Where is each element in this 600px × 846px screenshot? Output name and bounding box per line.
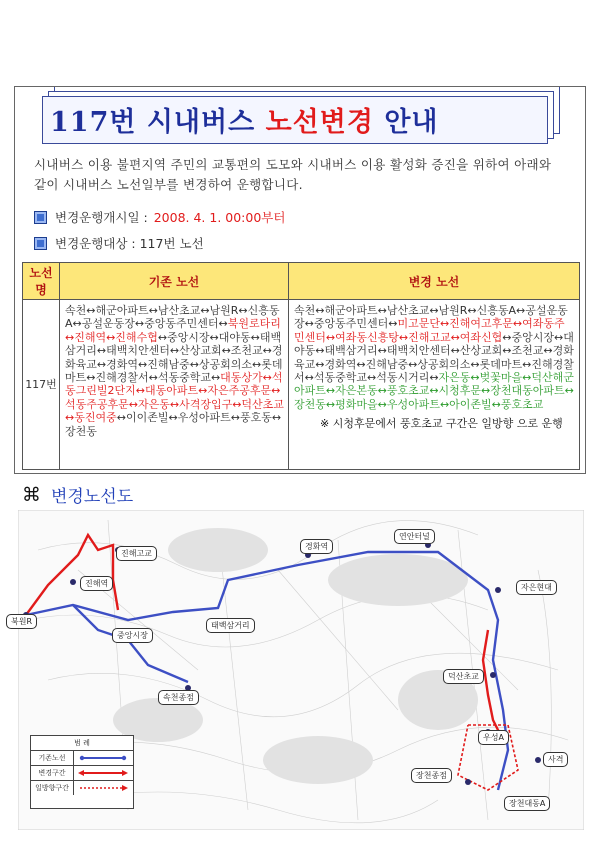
- legend-existing-swatch: [74, 751, 132, 765]
- changed-route-cell: [289, 300, 580, 470]
- command-symbol-icon: ⌘: [22, 483, 41, 506]
- existing-route-segment: ↔이이존빌↔우성아파트↔풍호동↔장천동: [65, 411, 282, 438]
- map-label-jaeun: 자은현대: [516, 580, 557, 595]
- header-changed: 변경 노선: [289, 263, 580, 300]
- bullet-square-icon: [34, 237, 47, 250]
- legend-title: 범 례: [31, 736, 133, 751]
- legend-row-changed: 변경구간: [31, 766, 133, 781]
- map-label-range: 사격: [543, 752, 568, 767]
- legend-oneway-swatch: [74, 781, 132, 795]
- map-label-bukwon-rotary: 북원R: [6, 614, 37, 629]
- map-label-jinhae-station: 진해역: [80, 576, 113, 591]
- map-legend: [30, 735, 134, 809]
- map-label-jangcheon: 장천종점: [411, 768, 452, 783]
- existing-route-segment: ↔중앙시장↔대야동↔태백삼거리↔태백치안센터↔산상교회↔조천교↔경화육교↔경화역↔진해남중↔상공회의소↔롯데마트↔진해경찰서↔석동중학교↔: [65, 330, 283, 385]
- header-existing: 기존 노선: [60, 263, 289, 300]
- start-date-line: 변경운행개시일 : 2008. 4. 1. 00:00부터: [34, 208, 285, 226]
- changed-route-segment: 미고문단↔진해여고후문↔여좌동주민센터↔여좌동신흥탕↔진해고교↔여좌신협: [294, 317, 565, 344]
- map-label-tunnel: 연안터널: [394, 529, 435, 544]
- map-label-gyeonghwa: 경화역: [300, 539, 333, 554]
- map-heading: ⌘ 변경노선도: [22, 483, 134, 507]
- existing-route-segment: 북원로타리↔진해역↔진해수협: [65, 317, 281, 344]
- legend-row-oneway: 일방향구간: [31, 781, 133, 795]
- bullet-square-icon: [34, 211, 47, 224]
- map-label-wooseong: 우성A: [478, 730, 509, 745]
- route-table: [22, 262, 580, 470]
- intro-text: 시내버스 이용 불편지역 주민의 교통편의 도모와 시내버스 이용 활성화 증진을 위하여 아래와 같이 시내버스 노선일부를 변경하여 운행합니다.: [34, 157, 552, 192]
- one-way-note: ※ 시청후문에서 풍호초교 구간은 일방향 으로 운행: [320, 417, 563, 431]
- map-label-central-market: 중앙시장: [112, 628, 153, 643]
- target-line: 변경운행대상 : 117번 노선: [34, 234, 204, 252]
- page-title: 117번 시내버스 노선변경 안내: [50, 107, 439, 138]
- map-label-taebaek: 태백삼거리: [206, 618, 255, 633]
- header-route-name: 노선명: [23, 263, 60, 300]
- map-label-jangcheon-daedong: 장천대동A: [504, 796, 550, 811]
- changed-route-segment: 속천↔해군아파트↔남산초교↔남원R↔신흥동A↔공설운동장↔중앙동주민센터↔: [294, 304, 568, 331]
- changed-route-segment: ↔중앙시장↔대야동↔태백삼거리↔태백치안센터↔산상교회↔조천교↔경화육교↔경화역↔진해남중↔상공회의소↔롯데마트↔진해경찰서↔석동중학교↔석동시거리↔: [294, 330, 574, 385]
- existing-route-segment: 속천↔해군아파트↔남산초교↔남원R↔신흥동A↔공설운동장↔중앙동주민센터↔: [65, 304, 280, 331]
- map-label-deoksan: 덕산초교: [443, 669, 484, 684]
- map-label-sokcheon: 속천종점: [158, 690, 199, 705]
- legend-row-existing: 기존노선: [31, 751, 133, 766]
- existing-route-cell: [60, 300, 289, 470]
- route-number: 117번: [23, 300, 60, 470]
- changed-route-segment: 자은동↔벚꽃마을↔덕산해군아파트↔자은본동↔풍호초교↔시청후문↔장천대동아파트↔장천동↔평화마을↔우성아파트↔아이존빌↔풍호초교: [294, 371, 574, 411]
- map-label-jinhae-high: 진해고교: [116, 546, 157, 561]
- legend-changed-swatch: [74, 766, 132, 780]
- existing-route-segment: 대동상가↔석동그린빌2단지↔대동아파트↔자은주공후문↔석동주공후문↔자은동↔사격장입구↔덕산초교↔동진여중: [65, 371, 284, 425]
